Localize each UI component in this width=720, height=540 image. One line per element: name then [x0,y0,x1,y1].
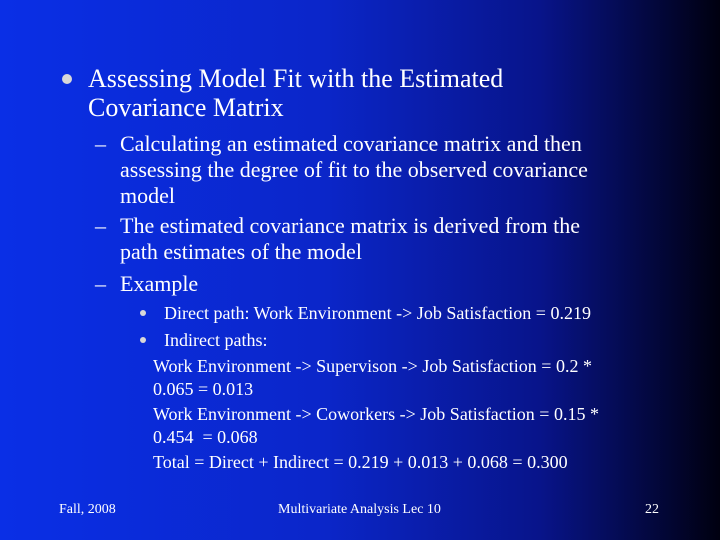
small-bullet-dot-icon [140,337,146,343]
sub-bullet-2-line-1: The estimated covariance matrix is derived from the [120,213,580,238]
dash-icon: – [95,213,106,238]
footer-page-number: 22 [645,502,659,517]
sub-bullet-1-line-1: Calculating an estimated covariance matrix and then [120,131,582,156]
footer-date: Fall, 2008 [59,502,116,517]
title-line-1: Assessing Model Fit with the Estimated [88,64,504,93]
sub-bullet-1-line-2: assessing the degree of fit to the observed covariance [120,157,588,182]
dash-icon: – [95,131,106,156]
indirect-line-1: Work Environment -> Supervison -> Job Satisfaction = 0.2 * [153,356,592,376]
footer-course: Multivariate Analysis Lec 10 [278,502,441,517]
sub-bullet-1-line-3: model [120,183,175,208]
title-line-2: Covariance Matrix [88,93,284,122]
bullet-dot-icon [62,74,72,84]
indirect-line-2: 0.065 = 0.013 [153,379,254,399]
sub-bullet-3-line-1: Example [120,271,199,296]
example-item-indirect: Indirect paths: [164,330,268,350]
sub-bullet-2-line-2: path estimates of the model [120,239,362,264]
dash-icon: – [95,271,106,296]
indirect-line-4: 0.454 = 0.068 [153,427,258,447]
example-item-direct: Direct path: Work Environment -> Job Satisfaction = 0.219 [164,303,591,323]
indirect-line-5: Total = Direct + Indirect = 0.219 + 0.013 + 0.068 = 0.300 [153,452,568,472]
indirect-line-3: Work Environment -> Coworkers -> Job Satisfaction = 0.15 * [153,404,599,424]
small-bullet-dot-icon [140,310,146,316]
